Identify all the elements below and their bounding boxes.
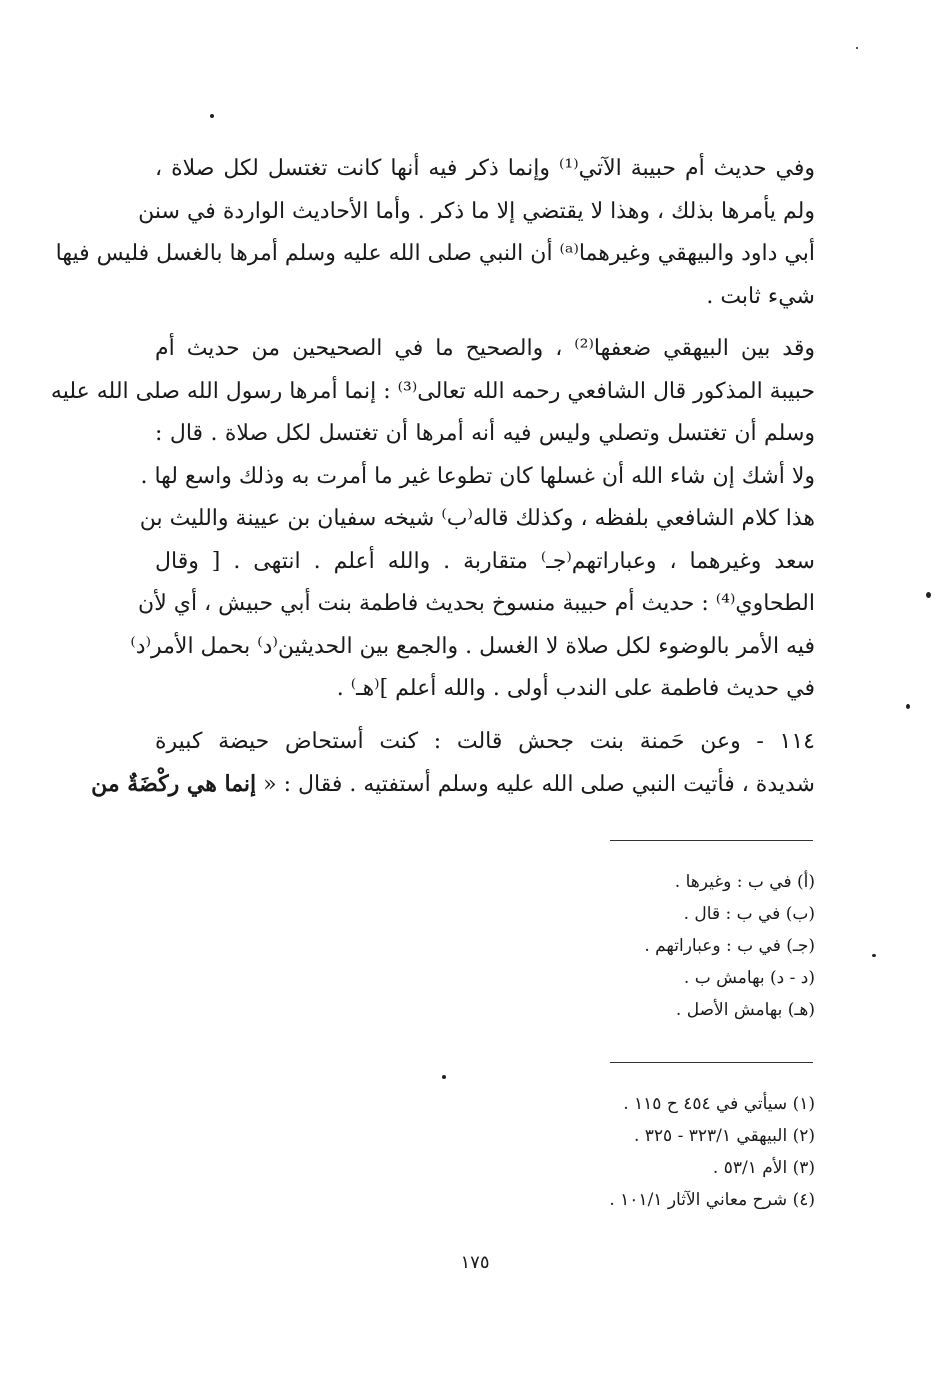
source-footnotes: [155, 1088, 815, 1216]
scan-speck: [906, 704, 910, 709]
footnote: (١) سيأتي في ٤٥٤ ح ١١٥ .: [623, 1094, 815, 1114]
text-line: أبي داود والبيهقي وغيرهما⁽ᵃ⁾ أن النبي صلى الله عليه وسلم أمرها بالغسل فليس فيها: [55, 241, 815, 266]
bold-hadith-text: إنما هي ركْضَةٌ من: [91, 771, 257, 797]
text-line: وقد بين البيهقي ضعفها⁽²⁾ ، والصحيح ما في الصحيحين من حديث أم: [155, 336, 815, 361]
text-line: وسلم أن تغتسل وتصلي وليس فيه أنه أمرها أن تغتسل لكل صلاة . قال :: [155, 421, 815, 446]
footnote: (هـ) بهامش الأصل .: [675, 1000, 815, 1020]
text-line: ١١٤ - وعن حَمنة بنت جحش قالت : كنت أستحاض حيضة كبيرة: [155, 728, 815, 754]
footnote: (٣) الأم ٥٣/١ .: [712, 1158, 815, 1178]
footnote-separator-1: [610, 840, 813, 841]
footnote: (٤) شرح معاني الآثار ١٠١/١ .: [609, 1190, 815, 1210]
scan-speck: [926, 592, 931, 598]
scan-speck: [872, 954, 876, 957]
text-line: [91, 763, 815, 807]
text-line: ولم يأمرها بذلك ، وهذا لا يقتضي إلا ما ذكر . وأما الأحاديث الواردة في سنن: [138, 198, 815, 224]
text-line: وفي حديث أم حبيبة الآتي⁽¹⁾ وإنما ذكر فيه أنها كانت تغتسل لكل صلاة ،: [155, 156, 816, 181]
text-line: سعد وغيرهما ، وعباراتهم⁽جـ⁾ متقاربة . والله أعلم . انتهى . [ وقال: [155, 548, 815, 574]
main-text: [50, 148, 816, 817]
text-line: ولا أشك إن شاء الله أن غسلها كان تطوعا غير ما أمرت به وذلك واسع لها .: [140, 463, 815, 489]
variant-footnotes: [155, 866, 815, 1026]
text-line: هذا كلام الشافعي بلفظه ، وكذلك قاله⁽ب⁾ شيخه سفيان بن عيينة والليث بن: [139, 506, 815, 531]
scan-speck: [442, 1075, 446, 1079]
page-number: ١٧٥: [460, 1252, 490, 1273]
text-line: حبيبة المذكور قال الشافعي رحمه الله تعالى⁽³⁾ : إنما أمرها رسول الله صلى الله عليه: [50, 378, 815, 404]
text-line: شيء ثابت .: [706, 283, 815, 309]
footnote: (أ) في ب : وغيرها .: [674, 872, 815, 892]
footnote: (د - د) بهامش ب .: [683, 968, 815, 988]
scan-speck: [210, 114, 214, 118]
text-span: شديدة ، فأتيت النبي صلى الله عليه وسلم أستفتيه . فقال : «: [263, 772, 815, 797]
text-line: في حديث فاطمة على الندب أولى . والله أعلم ]⁽هـ⁾ .: [336, 676, 815, 701]
scan-speck: [856, 47, 858, 49]
hadith-paragraph: [91, 721, 815, 807]
paragraph-2: [50, 328, 815, 711]
footnote-separator-2: [610, 1062, 813, 1063]
paragraph-1: [55, 148, 816, 318]
footnote: (جـ) في ب : وعباراتهم .: [644, 936, 815, 956]
text-line: فيه الأمر بالوضوء لكل صلاة لا الغسل . والجمع بين الحديثين⁽د⁾ بحمل الأمر⁽د⁾: [130, 633, 815, 659]
footnote: (ب) في ب : قال .: [683, 904, 815, 924]
text-line: الطحاوي⁽⁴⁾ : حديث أم حبيبة منسوخ بحديث فاطمة بنت أبي حبيش ، أي لأن: [138, 591, 815, 616]
footnote: (٢) البيهقي ٣٢٣/١ - ٣٢٥ .: [633, 1126, 815, 1146]
